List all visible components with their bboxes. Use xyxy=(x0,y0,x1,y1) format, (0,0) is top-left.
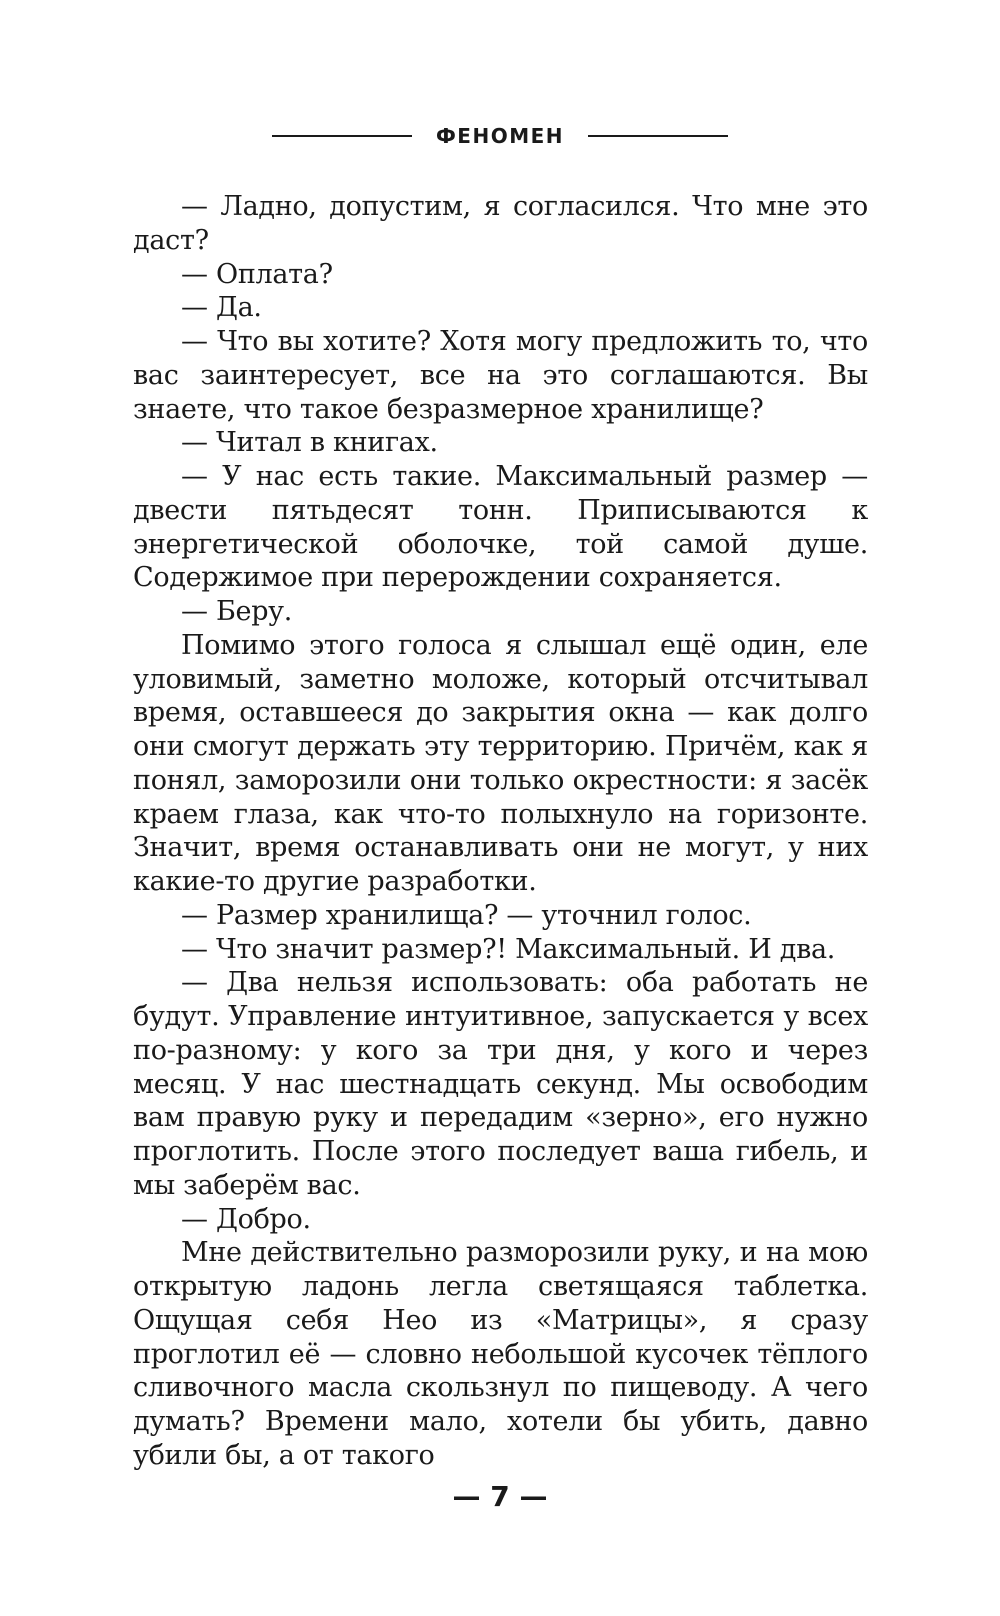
paragraph: — Размер хранилища? — уточнил голос. xyxy=(181,899,752,931)
paragraph: — Добро. xyxy=(181,1203,311,1235)
running-head-title: ФЕНОМЕН xyxy=(435,124,565,148)
paragraph: — Читал в книгах. xyxy=(181,427,438,459)
running-head-rule-right xyxy=(588,135,728,137)
paragraph: — Беру. xyxy=(181,596,293,627)
paragraph: — У нас есть такие. Максимальный размер — двести пятьдесят тонн. Приписываются к энергетической оболочке, той самой душе. Содержимое при перерождении сохраняется. xyxy=(133,461,868,594)
paragraph: — Что значит размер?! Максимальный. И два. xyxy=(181,933,836,965)
running-head xyxy=(0,118,1000,154)
page-number: — 7 — xyxy=(452,1480,548,1513)
paragraph: Мне действительно разморозили руку, и на мою открытую ладонь легла светящаяся таблетка. Ощущая себя Нео из «Матрицы», я сразу проглотил её — словно небольшой кусочек тёплого сливочного масла скользнул по пищеводу. А чего думать? Времени мало, хотели бы убить, давно убили бы, а от такого xyxy=(133,1237,868,1471)
paragraph: Помимо этого голоса я слышал ещё один, еле уловимый, заметно моложе, который отсчитывал время, оставшееся до закрытия окна — как долго они смогут держать эту территорию. Причём, как я понял, заморозили они только окрестности: я засёк краем глаза, как что-то полыхнуло на горизонте. Значит, время останавливать они не могут, у них какие-то другие разработки. xyxy=(133,629,868,897)
running-head-rule-left xyxy=(272,135,412,137)
paragraph: — Да. xyxy=(181,292,262,324)
paragraph: — Что вы хотите? Хотя могу предложить то, что вас заинтересует, все на это соглашаются. Вы знаете, что такое безразмерное хранилище? xyxy=(133,326,868,425)
paragraph: — Оплата? xyxy=(181,258,333,290)
paragraph: — Ладно, допустим, я согласился. Что мне это даст? xyxy=(133,191,868,256)
body-text xyxy=(133,190,868,1473)
paragraph: — Два нельзя использовать: оба работать не будут. Управление интуитивное, запускается у всех по-разному: у кого за три дня, у кого и через месяц. У нас шестнадцать секунд. Мы освободим вам правую руку и передадим «зерно», его нужно проглотить. После этого последует ваша гибель, и мы заберём вас. xyxy=(133,967,868,1201)
